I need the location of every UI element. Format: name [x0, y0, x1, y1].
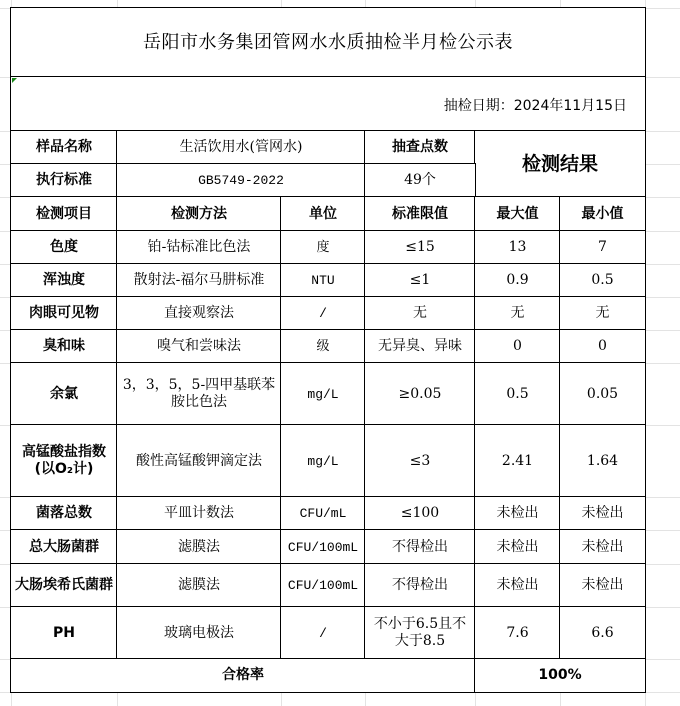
cell-min[interactable] — [559, 329, 646, 364]
cell-text: 菌落总数 — [36, 505, 92, 521]
pass-rate-value[interactable] — [474, 658, 646, 693]
cell-max[interactable] — [474, 496, 561, 531]
cell-text: mg/L — [307, 453, 339, 469]
cell-unit[interactable] — [280, 329, 366, 364]
result-header[interactable] — [474, 130, 646, 198]
cell-method[interactable] — [116, 263, 282, 298]
cell-text: 6.6 — [591, 624, 614, 641]
sample-date: 抽检日期：2024年11月15日 — [443, 97, 627, 114]
cell-unit[interactable] — [280, 263, 366, 298]
cell-text: 不得检出 — [392, 577, 448, 593]
cell-text: 7.6 — [506, 624, 529, 641]
label-text: 执行标准 — [36, 172, 92, 188]
standard-value[interactable] — [116, 163, 366, 198]
cell-text: 直接观察法 — [164, 305, 234, 321]
cell-limit[interactable] — [364, 263, 476, 298]
cell-min[interactable] — [559, 362, 646, 426]
cell-text: 臭和味 — [43, 338, 85, 354]
cell-text: / — [319, 625, 327, 641]
header-text: 单位 — [309, 205, 337, 222]
cell-item[interactable] — [10, 296, 118, 331]
cell-unit[interactable] — [280, 230, 366, 265]
cell-unit[interactable] — [280, 496, 366, 531]
cell-min[interactable] — [559, 496, 646, 531]
cell-item[interactable] — [10, 563, 118, 608]
cell-unit[interactable] — [280, 606, 366, 660]
cell-text: 大肠埃希氏菌群 — [15, 577, 113, 593]
cell-text: 色度 — [50, 239, 78, 255]
cell-limit[interactable] — [364, 563, 476, 608]
cell-text: 散射法-福尔马肼标准 — [133, 272, 265, 288]
cell-limit[interactable] — [364, 424, 476, 498]
sample-name-value[interactable] — [116, 130, 366, 165]
cell-text: 未检出 — [581, 538, 624, 555]
cell-text: 玻璃电极法 — [164, 624, 234, 641]
cell-max[interactable] — [474, 563, 561, 608]
cell-item[interactable] — [10, 496, 118, 531]
header-text: 检测项目 — [36, 205, 92, 222]
cell-method[interactable] — [116, 606, 282, 660]
cell-limit[interactable] — [364, 529, 476, 565]
cell-text: 余氯 — [50, 385, 78, 402]
cell-text: 未检出 — [496, 505, 539, 521]
value-text: GB5749-2022 — [198, 173, 284, 188]
col-header-min[interactable] — [559, 196, 646, 232]
cell-text: 7 — [598, 239, 607, 255]
cell-text: NTU — [311, 273, 335, 288]
cell-text: 1.64 — [586, 452, 619, 469]
header-text: 最小值 — [581, 205, 624, 222]
cell-limit[interactable] — [364, 606, 476, 660]
label-text: 检测结果 — [521, 152, 598, 175]
cell-text: 总大肠菌群 — [29, 538, 99, 555]
cell-method[interactable] — [116, 329, 282, 364]
cell-item[interactable] — [10, 362, 118, 426]
standard-label[interactable] — [10, 163, 118, 198]
cell-text: 未检出 — [496, 577, 539, 593]
cell-text: ≤3 — [409, 452, 431, 469]
cell-text: 未检出 — [496, 538, 539, 555]
cell-limit[interactable] — [364, 230, 476, 265]
cell-item[interactable] — [10, 230, 118, 265]
cell-text: CFU/100mL — [287, 578, 359, 593]
cell-text: / — [319, 306, 327, 321]
cell-text: 铂-钴标准比色法 — [147, 239, 251, 255]
cell-text: 无异臭、异味 — [378, 338, 462, 354]
value-text: 生活饮用水(管网水) — [179, 139, 303, 155]
sample-date-cell[interactable] — [10, 76, 646, 132]
cell-method[interactable] — [116, 529, 282, 565]
cell-text: ≥0.05 — [398, 385, 442, 402]
comment-indicator-icon — [12, 78, 17, 83]
cell-min[interactable] — [559, 230, 646, 265]
cell-max[interactable] — [474, 362, 561, 426]
cell-limit[interactable] — [364, 329, 476, 364]
cell-text: CFU/mL — [299, 506, 347, 521]
cell-max[interactable] — [474, 329, 561, 364]
cell-text: 不小于6.5且不大于8.5 — [373, 616, 467, 649]
col-header-method[interactable] — [116, 196, 282, 232]
sample-points-label[interactable] — [364, 130, 476, 165]
label-text: 合格率 — [222, 667, 264, 683]
cell-text: 无 — [413, 305, 427, 321]
cell-text: 0 — [598, 338, 607, 354]
cell-method[interactable] — [116, 563, 282, 608]
cell-min[interactable] — [559, 424, 646, 498]
col-header-max[interactable] — [474, 196, 561, 232]
sample-name-label[interactable] — [10, 130, 118, 165]
cell-method[interactable] — [116, 296, 282, 331]
cell-text: 0.5 — [506, 385, 529, 402]
cell-limit[interactable] — [364, 496, 476, 531]
cell-item[interactable] — [10, 606, 118, 660]
cell-max[interactable] — [474, 424, 561, 498]
cell-text: 0.5 — [591, 272, 614, 288]
cell-text: ≤100 — [400, 505, 440, 521]
cell-text: ≤15 — [405, 239, 435, 255]
col-header-item[interactable] — [10, 196, 118, 232]
cell-method[interactable] — [116, 496, 282, 531]
cell-unit[interactable] — [280, 296, 366, 331]
cell-text: 0.05 — [586, 385, 619, 402]
cell-limit[interactable] — [364, 296, 476, 331]
cell-item[interactable] — [10, 529, 118, 565]
header-text: 标准限值 — [392, 205, 448, 222]
cell-text: 度 — [316, 240, 330, 255]
cell-text: 滤膜法 — [178, 577, 220, 593]
cell-min[interactable] — [559, 606, 646, 660]
cell-text: 无 — [510, 305, 525, 321]
cell-text: 未检出 — [581, 577, 624, 593]
cell-max[interactable] — [474, 606, 561, 660]
table-title[interactable] — [10, 7, 646, 78]
cell-text: 13 — [508, 239, 527, 255]
cell-min[interactable] — [559, 529, 646, 565]
header-text: 检测方法 — [171, 205, 227, 222]
cell-text: 不得检出 — [392, 538, 448, 555]
label-text: 抽查点数 — [392, 139, 448, 155]
cell-text: ≤1 — [409, 272, 431, 288]
cell-limit[interactable] — [364, 362, 476, 426]
cell-max[interactable] — [474, 230, 561, 265]
cell-text: 0.9 — [506, 272, 529, 288]
cell-item[interactable] — [10, 329, 118, 364]
cell-unit[interactable] — [280, 424, 366, 498]
cell-text: 平皿计数法 — [164, 505, 234, 521]
cell-min[interactable] — [559, 296, 646, 331]
cell-text: 3，3，5，5-四甲基联苯胺比色法 — [122, 377, 276, 410]
value-text: 49个 — [404, 172, 436, 188]
cell-text: 浑浊度 — [43, 272, 85, 288]
cell-unit[interactable] — [280, 529, 366, 565]
cell-text: 肉眼可见物 — [29, 305, 99, 321]
cell-unit[interactable] — [280, 563, 366, 608]
cell-unit[interactable] — [280, 362, 366, 426]
cell-method[interactable] — [116, 362, 282, 426]
cell-text: 未检出 — [581, 505, 624, 521]
cell-text: 高锰酸盐指数(以O₂计) — [22, 444, 106, 477]
cell-text: 级 — [316, 339, 330, 354]
pass-rate-label[interactable] — [10, 658, 476, 693]
col-header-limit[interactable] — [364, 196, 476, 232]
label-text: 样品名称 — [36, 139, 92, 155]
cell-text: 无 — [595, 305, 610, 321]
cell-text: CFU/100mL — [287, 539, 359, 555]
table-title-text: 岳阳市水务集团管网水水质抽检半月检公示表 — [143, 32, 513, 53]
cell-text: 嗅气和尝味法 — [157, 338, 241, 354]
value-text: 100% — [538, 667, 582, 683]
cell-max[interactable] — [474, 529, 561, 565]
cell-method[interactable] — [116, 424, 282, 498]
cell-method[interactable] — [116, 230, 282, 265]
cell-item[interactable] — [10, 424, 118, 498]
cell-text: 酸性高锰酸钾滴定法 — [136, 452, 262, 469]
cell-text: 0 — [513, 338, 522, 354]
cell-min[interactable] — [559, 263, 646, 298]
cell-text: mg/L — [307, 386, 339, 402]
cell-min[interactable] — [559, 563, 646, 608]
sample-points-value[interactable] — [364, 163, 476, 198]
col-header-unit[interactable] — [280, 196, 366, 232]
cell-text: 滤膜法 — [178, 538, 220, 555]
cell-item[interactable] — [10, 263, 118, 298]
cell-max[interactable] — [474, 263, 561, 298]
header-text: 最大值 — [496, 205, 539, 222]
cell-text: PH — [53, 624, 75, 641]
cell-max[interactable] — [474, 296, 561, 331]
cell-text: 2.41 — [501, 452, 534, 469]
